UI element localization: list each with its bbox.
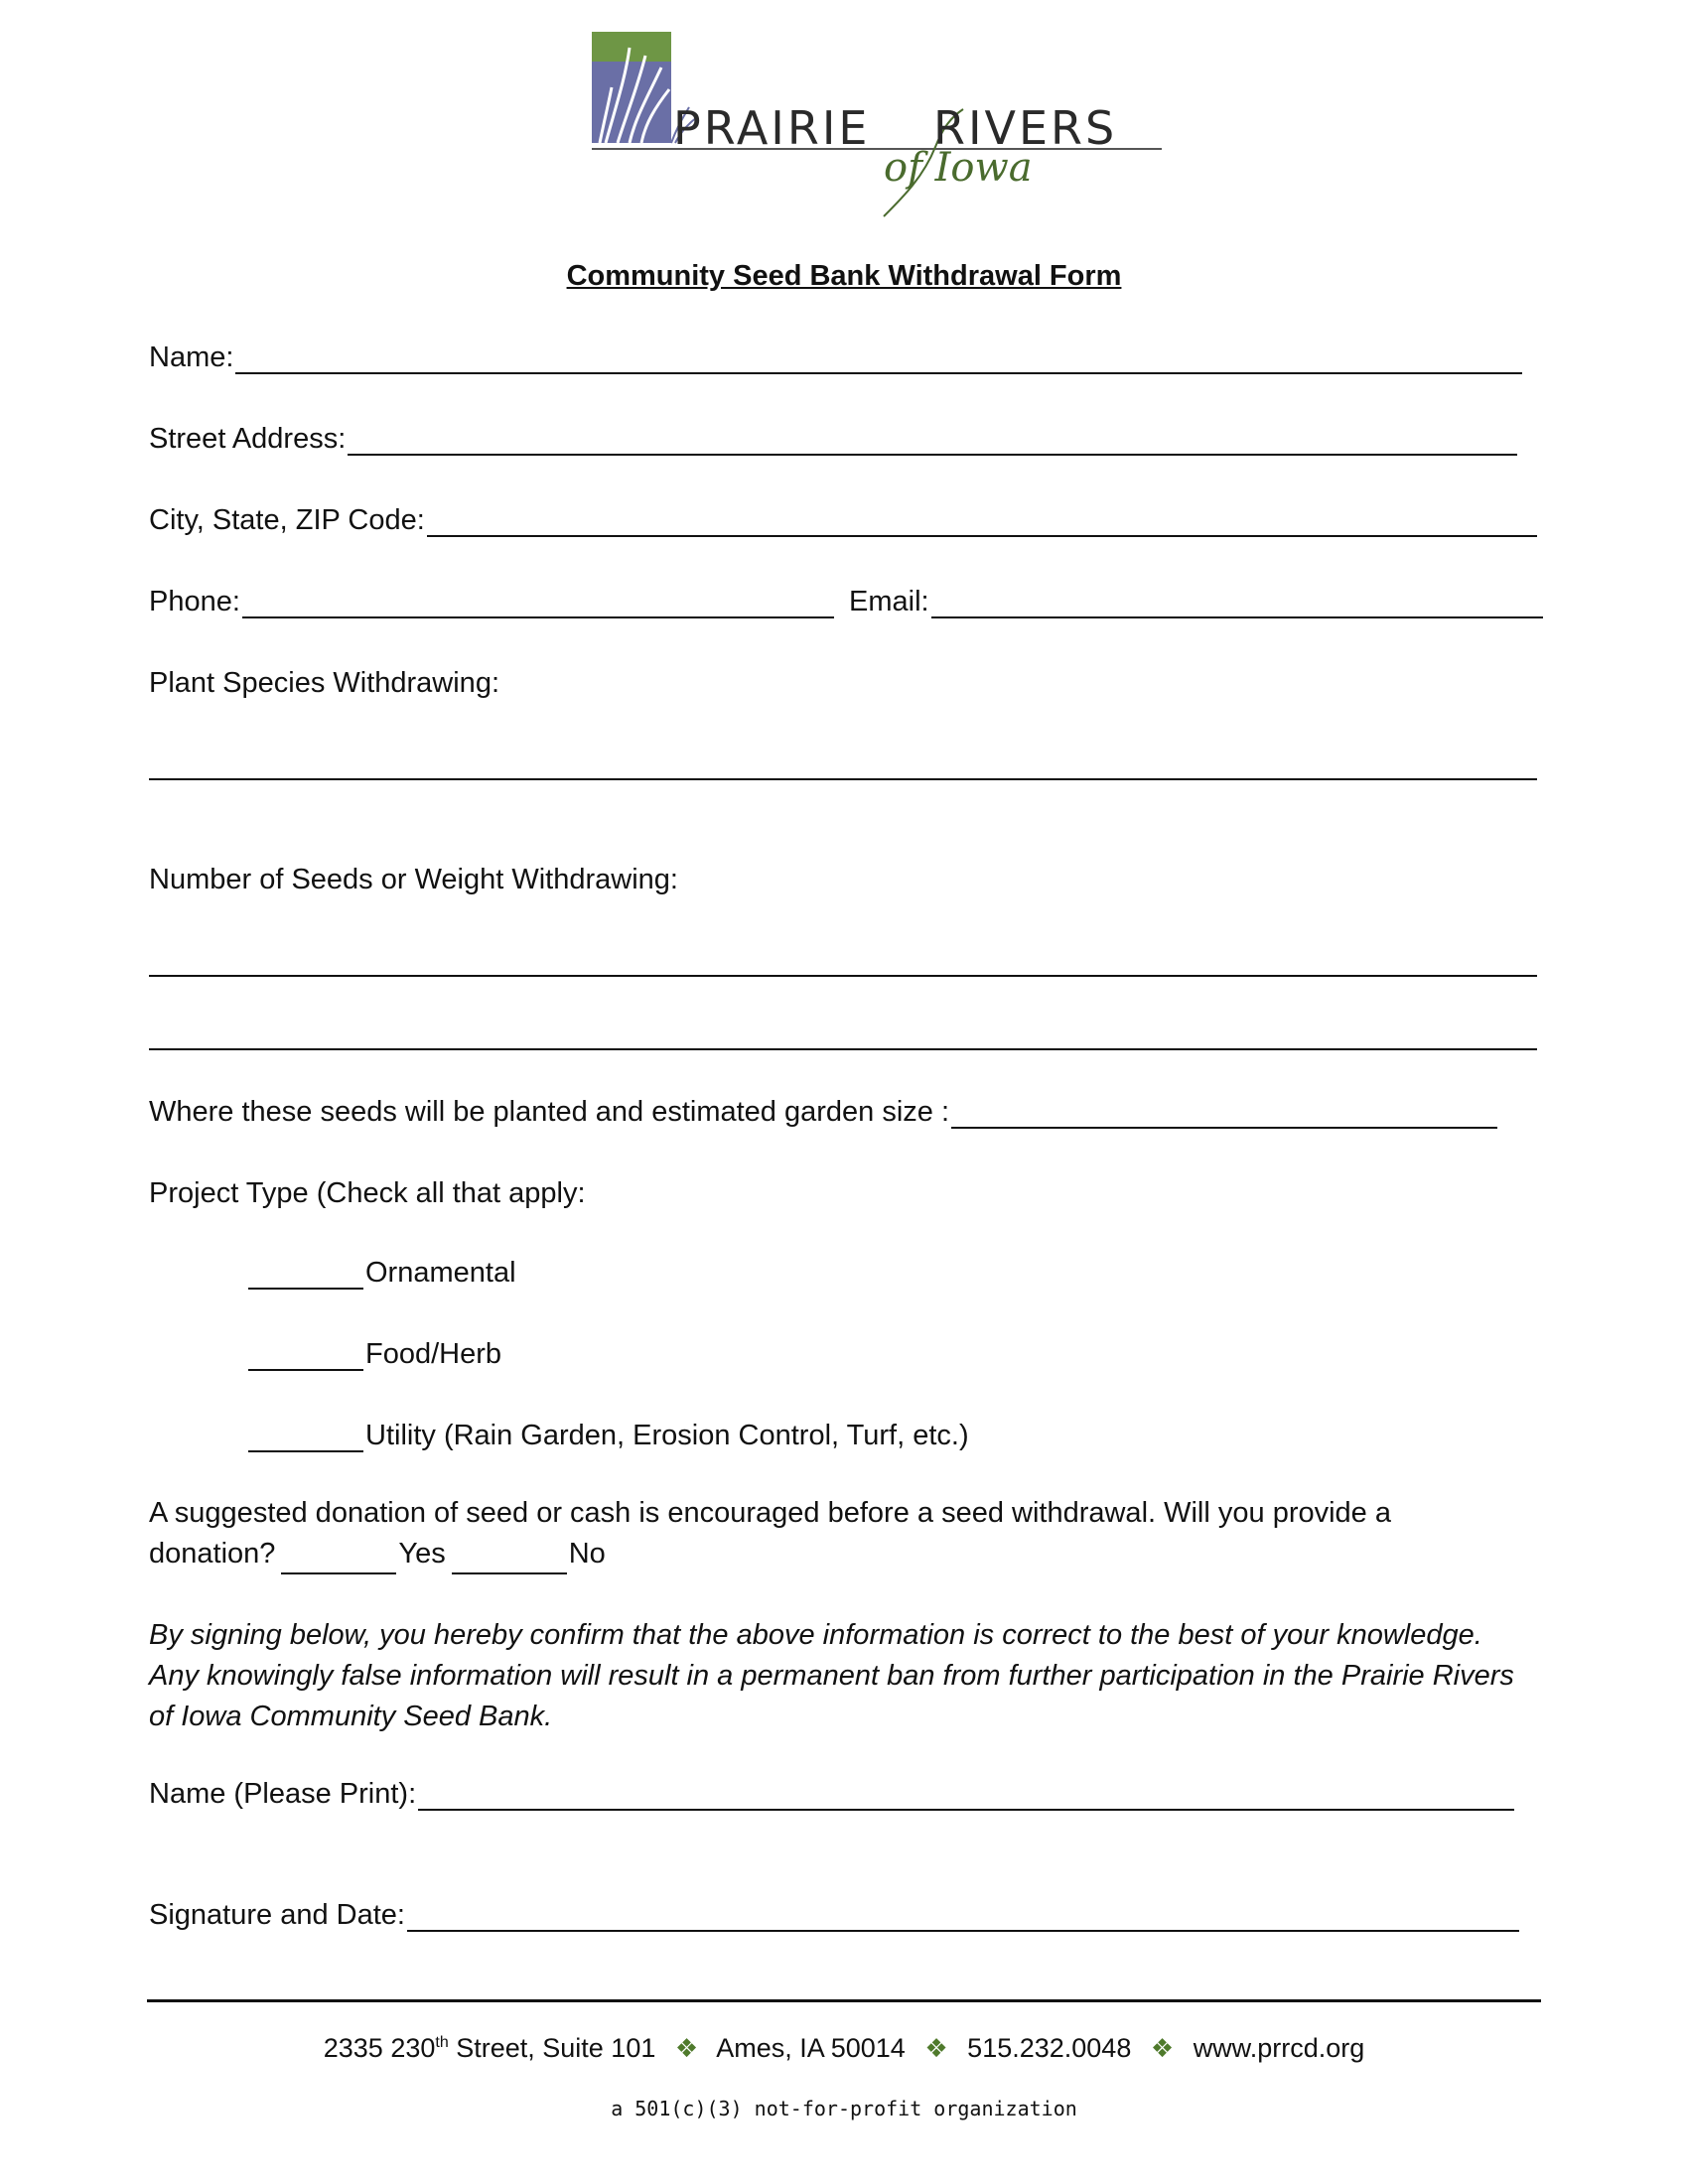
street-address-field[interactable] (149, 423, 1517, 456)
signature-date-label: Signature and Date: (149, 1899, 405, 1931)
donation-text-line: A suggested donation of seed or cash is encouraged before a seed withdrawal. Will you provide a (149, 1497, 1391, 1529)
project-option-utility[interactable] (248, 1420, 969, 1452)
donation-yes-blank[interactable] (281, 1545, 396, 1574)
utility-label: Utility (Rain Garden, Erosion Control, Turf, etc.) (365, 1420, 969, 1451)
footer-contact (0, 2033, 1688, 2064)
donation-no-label: No (568, 1538, 606, 1570)
diamond-separator-icon: ❖ (924, 2033, 948, 2063)
project-option-food-herb[interactable] (248, 1338, 501, 1371)
utility-check-blank[interactable] (248, 1421, 363, 1452)
footer-tagline: a 501(c)(3) not-for-profit organization (611, 2097, 1077, 2120)
email-input-line[interactable] (931, 587, 1543, 618)
footer-phone: 515.232.0048 (967, 2033, 1132, 2063)
footer-street-number: 2335 230 (323, 2033, 436, 2063)
plant-species-field (149, 667, 499, 700)
food-herb-check-blank[interactable] (248, 1339, 363, 1371)
print-name-input-line[interactable] (418, 1779, 1514, 1811)
print-name-label: Name (Please Print): (149, 1778, 417, 1810)
email-field[interactable] (849, 586, 1543, 618)
prairie-rivers-logo (586, 28, 1172, 226)
diamond-separator-icon: ❖ (674, 2033, 699, 2063)
name-label: Name: (149, 341, 234, 373)
footer-divider (147, 1999, 1541, 2002)
project-type-field (149, 1177, 586, 1210)
ornamental-label: Ornamental (365, 1257, 516, 1289)
plant-species-label: Plant Species Withdrawing: (149, 667, 499, 699)
number-of-seeds-input-line-2[interactable] (149, 1048, 1537, 1050)
city-state-zip-label: City, State, ZIP Code: (149, 504, 425, 536)
city-state-zip-input-line[interactable] (427, 505, 1537, 537)
phone-label: Phone: (149, 586, 240, 617)
project-option-ornamental[interactable] (248, 1257, 516, 1290)
phone-field[interactable] (149, 586, 834, 618)
footer-website-link[interactable]: www.prrcd.org (1193, 2033, 1365, 2063)
number-of-seeds-label: Number of Seeds or Weight Withdrawing: (149, 864, 678, 895)
donation-yes-label: Yes (398, 1538, 446, 1570)
logo-script-of-iowa: of Iowa (884, 145, 1033, 191)
planting-location-label: Where these seeds will be planted and estimated garden size : (149, 1096, 950, 1128)
street-address-input-line[interactable] (348, 424, 1517, 456)
number-of-seeds-input-line-1[interactable] (149, 975, 1537, 977)
diamond-separator-icon: ❖ (1150, 2033, 1175, 2063)
planting-location-input-line[interactable] (951, 1097, 1497, 1129)
form-title: Community Seed Bank Withdrawal Form (566, 260, 1122, 292)
donation-no-blank[interactable] (452, 1545, 567, 1574)
donation-prefix: donation? (149, 1538, 276, 1570)
footer-city: Ames, IA 50014 (716, 2033, 906, 2063)
signature-date-input-line[interactable] (407, 1900, 1519, 1932)
ornamental-check-blank[interactable] (248, 1258, 363, 1290)
signature-date-field[interactable] (149, 1899, 1519, 1932)
street-address-label: Street Address: (149, 423, 347, 455)
footer-street-suffix: th (435, 2034, 449, 2051)
plant-species-input-line[interactable] (149, 778, 1537, 780)
city-state-zip-field[interactable] (149, 504, 1537, 537)
name-input-line[interactable] (235, 342, 1522, 374)
print-name-field[interactable] (149, 1778, 1514, 1811)
project-type-label: Project Type (Check all that apply: (149, 1177, 586, 1209)
logo-word-prairie: PRAIRIE (673, 101, 871, 155)
food-herb-label: Food/Herb (365, 1338, 502, 1370)
logo-word-rivers: RIVERS (933, 101, 1118, 155)
donation-question (149, 1493, 1539, 1574)
number-of-seeds-field (149, 864, 678, 896)
footer-street-rest: Street, Suite 101 (448, 2033, 656, 2063)
phone-input-line[interactable] (242, 587, 834, 618)
email-label: Email: (849, 586, 929, 617)
name-field[interactable] (149, 341, 1522, 374)
disclaimer-text: By signing below, you hereby confirm that the above information is correct to the best of your knowledge. Any knowingly false information will result in a permanent ban from further participation in the Prairie Rivers of Iowa Community Seed Bank. (149, 1619, 1514, 1732)
planting-location-field[interactable] (149, 1096, 1497, 1129)
